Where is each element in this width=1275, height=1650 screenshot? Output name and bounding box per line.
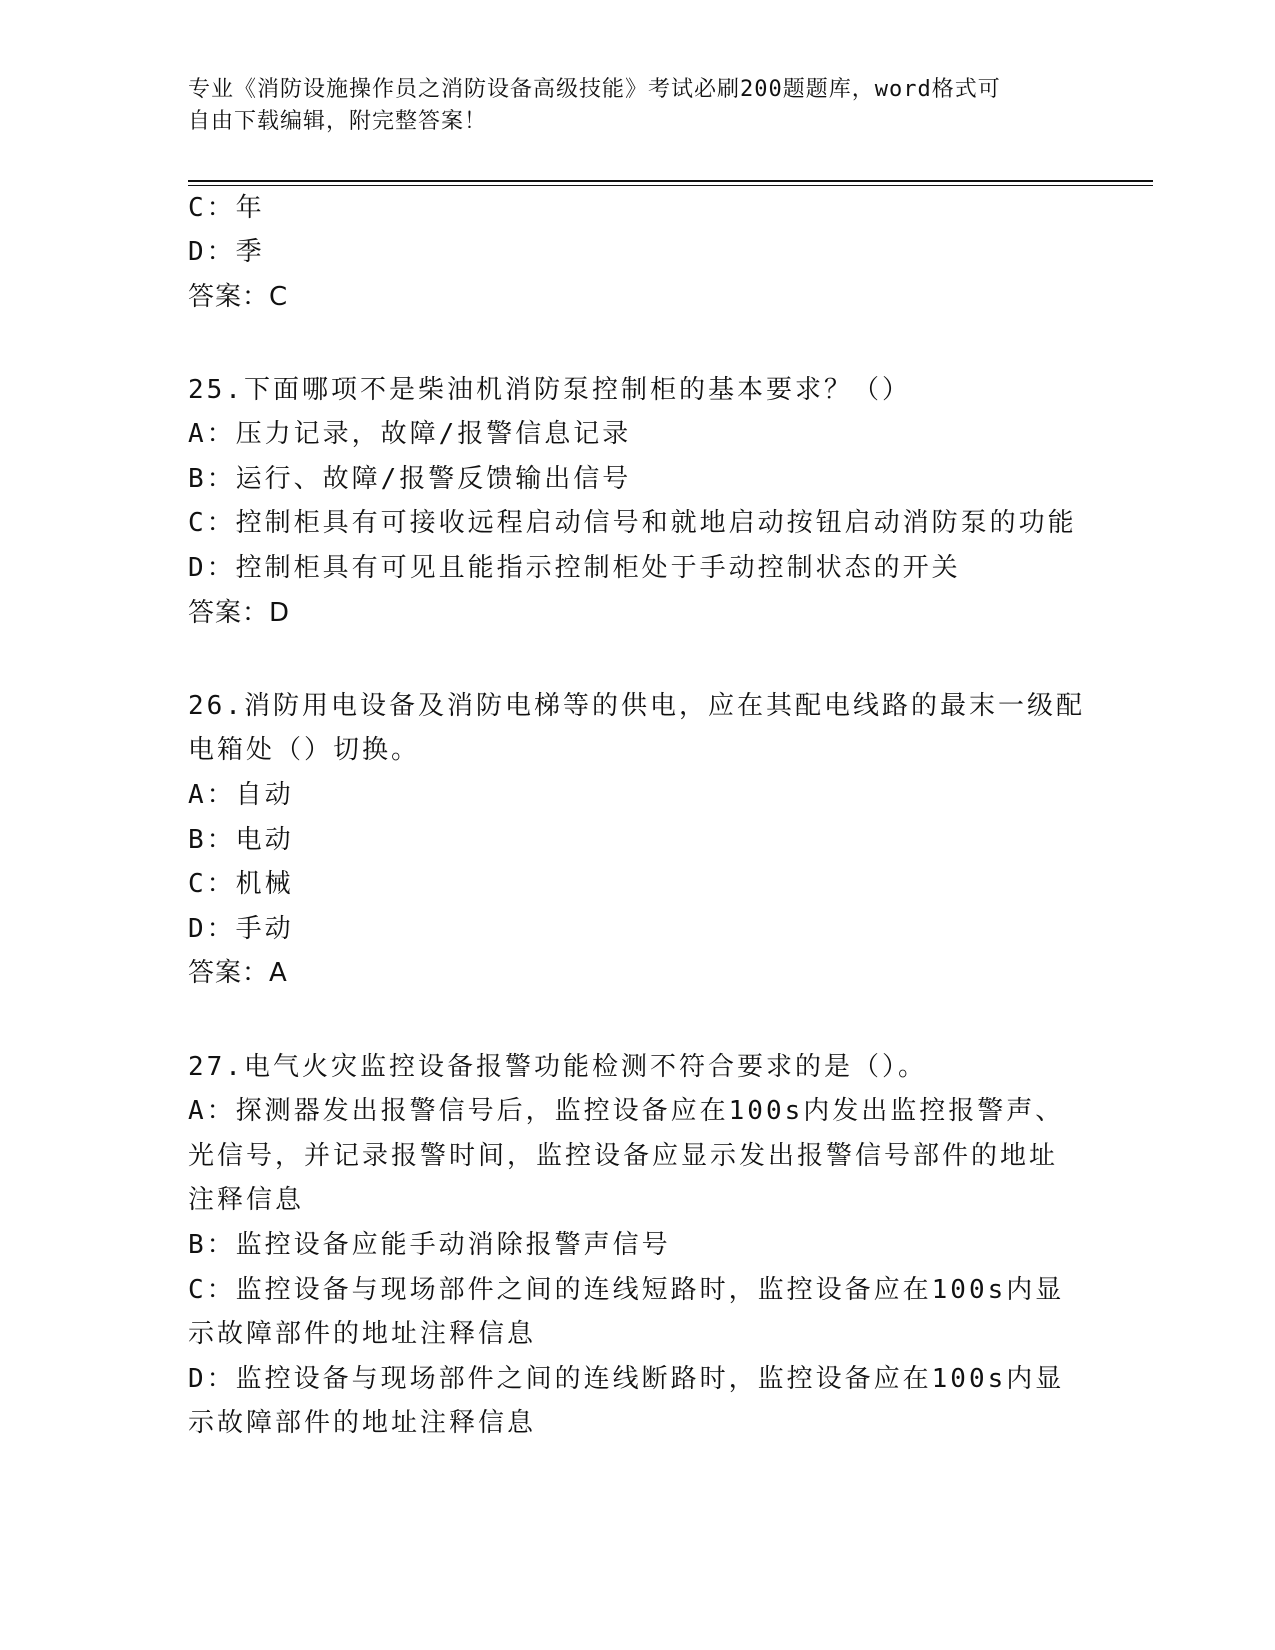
q27-option-c-line-2: 示故障部件的地址注释信息: [188, 1319, 537, 1349]
q27-option-a-line-3: 注释信息: [188, 1185, 305, 1215]
question-25: 25.下面哪项不是柴油机消防泵控制柜的基本要求？（）: [188, 375, 911, 405]
q26-option-b: B：电动: [188, 825, 294, 855]
header-rule-thin: [188, 185, 1153, 186]
header-rule: [188, 180, 1153, 182]
q27-option-d-line-1: D：监控设备与现场部件之间的连线断路时，监控设备应在100s内显: [188, 1364, 1065, 1394]
q26-option-a: A：自动: [188, 780, 294, 810]
document-header: [188, 74, 1088, 138]
q25-answer: 答案：D: [188, 598, 291, 628]
q25-option-a: A：压力记录，故障/报警信息记录: [188, 419, 632, 449]
q27-option-a-line-1: A：探测器发出报警信号后，监控设备应在100s内发出监控报警声、: [188, 1096, 1065, 1126]
q26-option-c: C：机械: [188, 869, 294, 899]
prev-option-d: D：季: [188, 237, 265, 267]
q25-option-c: C：控制柜具有可接收远程启动信号和就地启动按钮启动消防泵的功能: [188, 508, 1077, 538]
question-27: 27.电气火灾监控设备报警功能检测不符合要求的是（）。: [188, 1052, 927, 1082]
q25-option-d: D：控制柜具有可见且能指示控制柜处于手动控制状态的开关: [188, 553, 961, 583]
question-26-line-2: 电箱处（）切换。: [188, 735, 421, 765]
q27-option-a-line-2: 光信号，并记录报警时间，监控设备应显示发出报警信号部件的地址: [188, 1141, 1059, 1171]
prev-answer: 答案：C: [188, 282, 289, 312]
q26-answer: 答案：A: [188, 958, 288, 988]
header-line-1: 专业《消防设施操作员之消防设备高级技能》考试必刷200题题库，word格式可: [188, 77, 1001, 102]
q27-option-c-line-1: C：监控设备与现场部件之间的连线短路时，监控设备应在100s内显: [188, 1275, 1065, 1305]
q26-option-d: D：手动: [188, 914, 294, 944]
q25-option-b: B：运行、故障/报警反馈输出信号: [188, 464, 632, 494]
prev-option-c: C：年: [188, 193, 265, 223]
question-26-line-1: 26.消防用电设备及消防电梯等的供电，应在其配电线路的最末一级配: [188, 691, 1085, 721]
q27-option-b: B：监控设备应能手动消除报警声信号: [188, 1230, 671, 1260]
q27-option-d-line-2: 示故障部件的地址注释信息: [188, 1408, 537, 1438]
header-line-2: 自由下载编辑，附完整答案！: [188, 109, 488, 134]
